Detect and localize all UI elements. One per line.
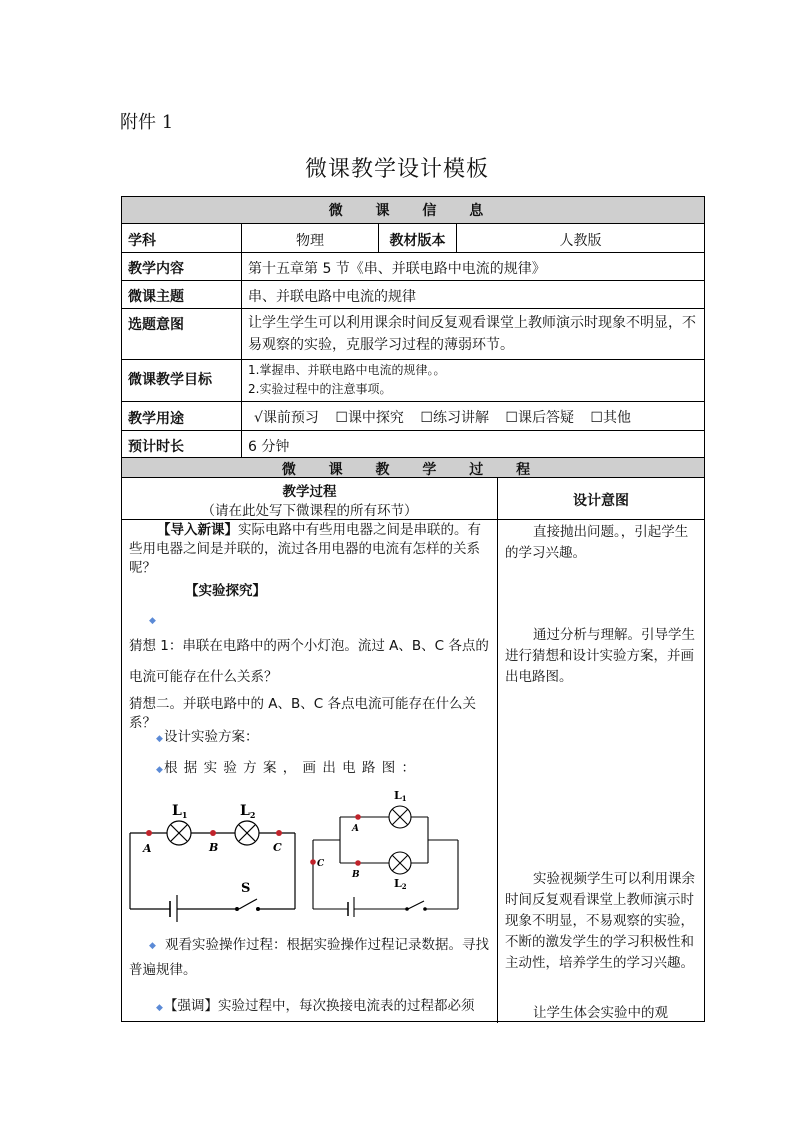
goals-label: 微课教学目标: [128, 372, 212, 388]
parallel-circuit-diagram: [308, 787, 468, 917]
experiment-heading: 【实验探究】: [185, 583, 266, 599]
edition-label: 教材版本: [389, 233, 446, 249]
topic-label: 微课主题: [128, 289, 184, 305]
usage-option-qa[interactable]: ☐课后答疑: [505, 410, 574, 426]
bullet-dot-icon: ◆: [149, 616, 156, 626]
series-circuit-diagram: [127, 797, 307, 922]
guess-2: 猜想二。并联电路中的 A、B、C 各点电流可能存在什么关系？: [129, 696, 477, 731]
section2-header: 微 课 教 学 过 程: [281, 462, 545, 478]
series-label-c: C: [273, 841, 282, 854]
usage-option-exercise[interactable]: ☐练习讲解: [420, 410, 489, 426]
intent-4: 让学生体会实验中的观: [533, 1005, 668, 1021]
intent-col-title: 设计意图: [573, 493, 629, 509]
document-title: 微课教学设计模板: [304, 157, 489, 182]
edition-value: 人教版: [559, 233, 602, 249]
draw-circuit-prompt: 根 据 实 验 方 案 ， 画 出 电 路 图 ：: [164, 760, 415, 776]
process-col-title: 教学过程: [282, 484, 337, 500]
bullet-dot-icon: ◆: [156, 734, 163, 744]
observe-paragraph: 观看实验操作过程：根据实验操作过程记录数据。寻找普遍规律。: [129, 937, 489, 978]
intent-3: 实验视频学生可以利用课余时间反复观看课堂上教师演示时现象不明显，不易观察的实验，不断的激发学生的学习积极性和主动性，培养学生的学习兴趣。: [505, 871, 695, 971]
guess-1: 猜想 1：串联在电路中的两个小灯泡。流过 A、B、C 各点的电流可能存在什么关系？: [129, 638, 489, 685]
usage-option-inclass[interactable]: ☐课中探究: [335, 410, 404, 426]
process-col-subtitle: （请在此处写下微课程的所有环节）: [201, 503, 418, 519]
rationale-value: 让学生学生可以利用课余时间反复观看课堂上教师演示时现象不明显，不易观察的实验，克服学习过程的薄弱环节。: [248, 315, 696, 353]
series-label-s: S: [241, 881, 251, 896]
usage-options: [254, 407, 631, 427]
intro-paragraph: 【导入新课】实际电路中有些用电器之间是串联的。有些用电器之间是并联的，流过各用电器的电流有怎样的关系呢？: [129, 522, 481, 576]
usage-option-other[interactable]: ☐其他: [590, 410, 631, 426]
section1-header: 微 课 信 息: [328, 203, 498, 219]
subject-value: 物理: [296, 233, 324, 249]
bullet-dot-icon: ◆: [149, 941, 156, 951]
series-label-b: B: [209, 841, 219, 854]
lesson-design-table: [121, 196, 705, 1022]
topic-value: 串、并联电路中电流的规律: [248, 289, 416, 305]
attachment-label: 附件 1: [120, 112, 174, 133]
parallel-label-l2: L2: [394, 877, 407, 891]
content-label: 教学内容: [128, 261, 184, 277]
goal-item-2: 2.实验过程中的注意事项。: [248, 382, 392, 396]
duration-label: 预计时长: [128, 439, 184, 455]
content-value: 第十五章第 5 节《串、并联电路中电流的规律》: [248, 261, 546, 277]
emphasis-paragraph: 【强调】实验过程中，每次换接电流表的过程都必须: [164, 998, 475, 1014]
subject-label: 学科: [128, 233, 156, 249]
series-label-a: A: [143, 842, 152, 855]
parallel-label-l1: L1: [394, 789, 407, 803]
rationale-label: 选题意图: [128, 317, 184, 333]
bullet-dot-icon: ◆: [156, 765, 163, 775]
bullet-dot-icon: ◆: [156, 1003, 163, 1013]
usage-option-preview[interactable]: √课前预习: [254, 410, 319, 426]
design-plan: 设计实验方案：: [164, 729, 259, 745]
goal-item-1: 1.掌握串、并联电路中电流的规律。。: [248, 363, 446, 377]
parallel-label-a: A: [352, 824, 359, 834]
usage-label: 教学用途: [128, 411, 184, 427]
parallel-label-b: B: [352, 870, 360, 880]
series-label-l2: $L_2$: [240, 803, 256, 820]
duration-value: 6 分钟: [248, 439, 290, 455]
parallel-label-c: C: [317, 859, 325, 869]
intent-1: 直接抛出问题。，引起学生的学习兴趣。: [505, 524, 689, 561]
series-label-l1: $L_1$: [172, 803, 188, 820]
intent-2: 通过分析与理解。引导学生进行猜想和设计实验方案，并画出电路图。: [505, 627, 695, 685]
